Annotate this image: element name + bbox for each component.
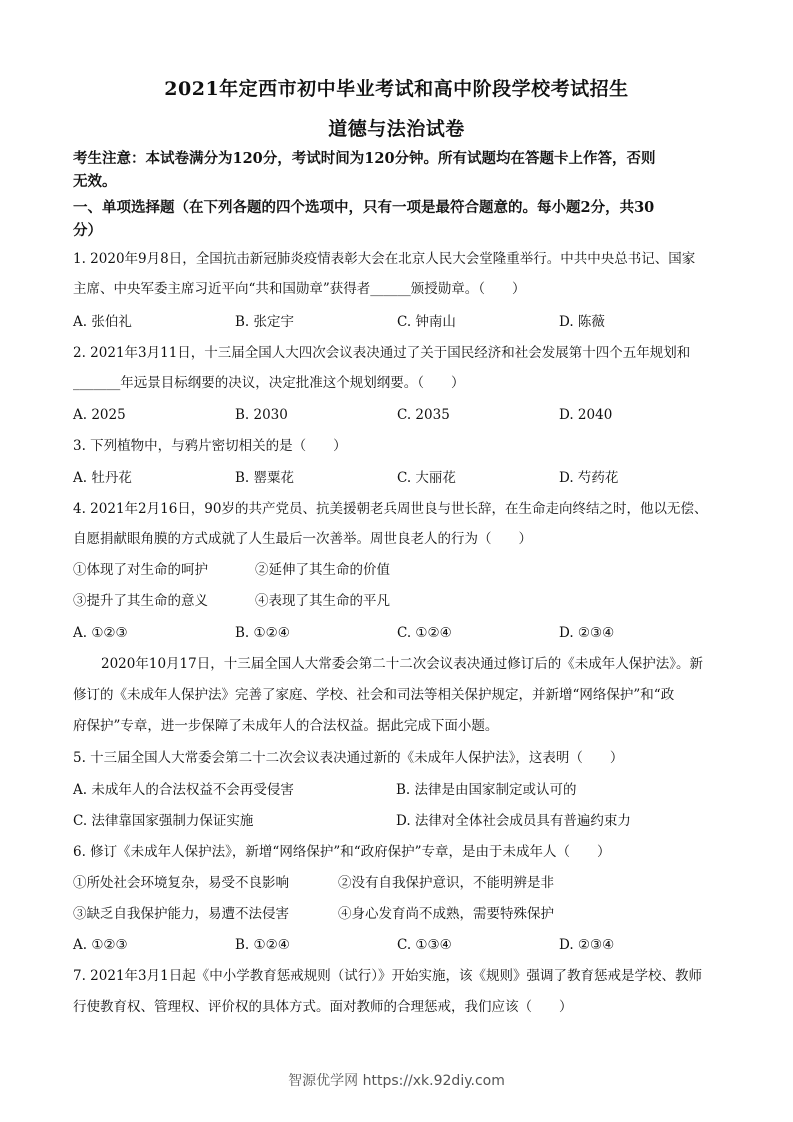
option-b: B. 罂粟花 xyxy=(235,470,295,486)
option-d: D. 陈薇 xyxy=(559,314,605,330)
option-d: D. 法律对全体社会成员具有普遍约束力 xyxy=(396,813,631,829)
option-c: C. 法律靠国家强制力保证实施 xyxy=(73,813,254,829)
option-b: B. 法律是由国家制定或认可的 xyxy=(396,782,577,798)
question-1-line-2: 主席、中央军委主席习近平向“共和国勋章”获得者______颁授勋章。（ ） xyxy=(73,281,526,297)
material-line-2: 修订的《未成年人保护法》完善了家庭、学校、社会和司法等相关保护规定，并新增“网络保护”和“政 xyxy=(73,687,675,703)
statement-4: ④表现了其生命的平凡 xyxy=(255,593,390,609)
option-c: C. ①③④ xyxy=(397,937,452,953)
option-c: C. 2035 xyxy=(397,407,450,423)
question-7-line-1: 7. 2021年3月1日起《中小学教育惩戒规则（试行）》开始实施，该《规则》强调了教育惩戒是学校、教师 xyxy=(73,968,702,984)
option-a: A. 牡丹花 xyxy=(73,470,132,486)
question-7-line-2: 行使教育权、管理权、评价权的具体方式。面对教师的合理惩戒，我们应该（ ） xyxy=(73,999,573,1015)
statement-3: ③缺乏自我保护能力，易遭不法侵害 xyxy=(73,906,289,922)
question-2-line-2: _______年远景目标纲要的决议，决定批准这个规划纲要。（ ） xyxy=(73,375,465,391)
option-d: D. ②③④ xyxy=(559,625,615,641)
notice-line-1: 考生注意：本试卷满分为120分，考试时间为120分钟。所有试题均在答题卡上作答，否则 xyxy=(73,150,656,167)
statement-1: ①所处社会环境复杂，易受不良影响 xyxy=(73,875,289,891)
material-line-3: 府保护”专章，进一步保障了未成年人的合法权益。据此完成下面小题。 xyxy=(73,718,499,734)
option-b: B. ①②④ xyxy=(235,937,290,953)
option-c: C. 钟南山 xyxy=(397,314,456,330)
notice-line-2: 无效。 xyxy=(73,173,117,190)
question-4-line-1: 4. 2021年2月16日，90岁的共产党员、抗美援朝老兵周世良与世长辞，在生命走向终结之时，他以无偿、 xyxy=(73,501,708,517)
question-2-line-1: 2. 2021年3月11日，十三届全国人大四次会议表决通过了关于国民经济和社会发展第十四个五年规划和 xyxy=(73,345,691,361)
exam-subject: 道德与法治试卷 xyxy=(328,118,465,140)
section-heading-line-1: 一、单项选择题（在下列各题的四个选项中，只有一项是最符合题意的。每小题2分，共30 xyxy=(73,199,655,216)
statement-4: ④身心发育尚不成熟，需要特殊保护 xyxy=(338,906,554,922)
option-d: D. ②③④ xyxy=(559,937,615,953)
option-a: A. 未成年人的合法权益不会再受侵害 xyxy=(73,782,294,798)
exam-title: 2021年定西市初中毕业考试和高中阶段学校考试招生 xyxy=(164,78,629,100)
question-3-line-1: 3. 下列植物中，与鸦片密切相关的是（ ） xyxy=(73,438,347,454)
option-c: C. 大丽花 xyxy=(397,470,456,486)
question-6-line-1: 6. 修订《未成年人保护法》，新增“网络保护”和“政府保护”专章，是由于未成年人（ ） xyxy=(73,844,611,860)
option-d: D. 2040 xyxy=(559,407,613,423)
statement-2: ②延伸了其生命的价值 xyxy=(255,562,390,578)
option-c: C. ①②④ xyxy=(397,625,452,641)
option-a: A. ①②③ xyxy=(73,937,128,953)
material-line-1: 2020年10月17日，十三届全国人大常委会第二十二次会议表决通过修订后的《未成年人保护法》。新 xyxy=(101,656,703,672)
question-1-line-1: 1. 2020年9月8日，全国抗击新冠肺炎疫情表彰大会在北京人民大会堂隆重举行。中共中央总书记、国家 xyxy=(73,251,696,267)
option-b: B. 张定宇 xyxy=(235,314,295,330)
option-d: D. 芍药花 xyxy=(559,470,619,486)
option-b: B. ①②④ xyxy=(235,625,290,641)
section-heading-line-2: 分） xyxy=(73,222,102,239)
statement-2: ②没有自我保护意识，不能明辨是非 xyxy=(338,875,554,891)
option-a: A. ①②③ xyxy=(73,625,128,641)
statement-1: ①体现了对生命的呵护 xyxy=(73,562,208,578)
question-5-line-1: 5. 十三届全国人大常委会第二十二次会议表决通过新的《未成年人保护法》，这表明（ ） xyxy=(73,750,624,766)
question-4-line-2: 自愿捐献眼角膜的方式成就了人生最后一次善举。周世良老人的行为（ ） xyxy=(73,531,532,547)
option-a: A. 2025 xyxy=(73,407,126,423)
statement-3: ③提升了其生命的意义 xyxy=(73,593,208,609)
option-b: B. 2030 xyxy=(235,407,288,423)
option-a: A. 张伯礼 xyxy=(73,314,132,330)
footer-watermark: 智源优学网 https://xk.92diy.com xyxy=(288,1073,505,1089)
